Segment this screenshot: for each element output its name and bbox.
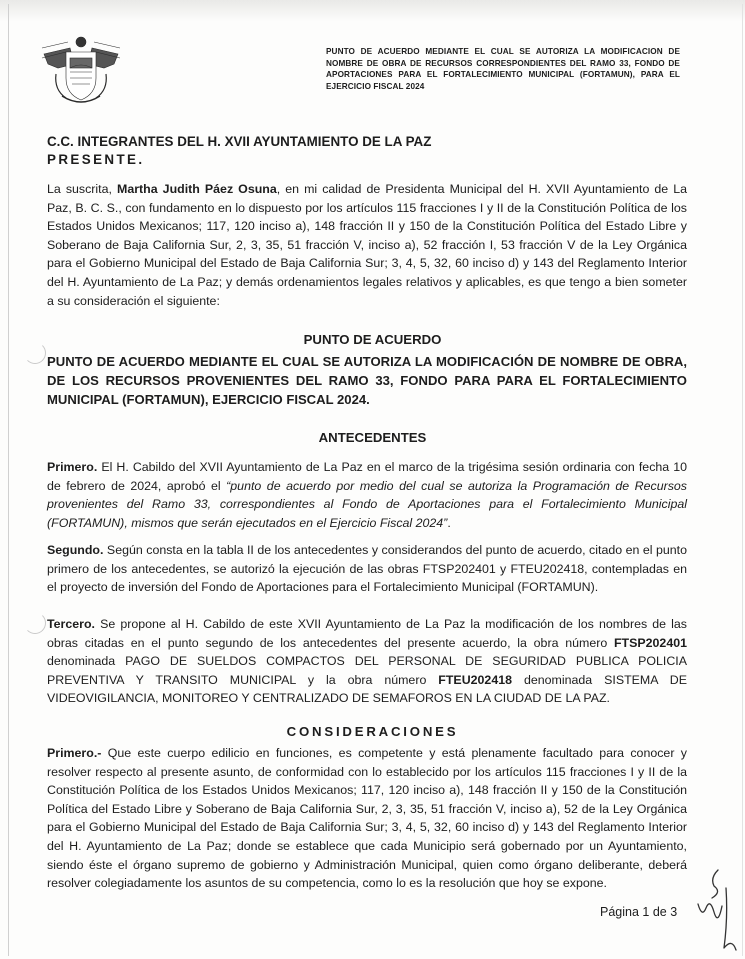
presente-line: PRESENTE. (47, 152, 145, 167)
quoted-agreement: “punto de acuerdo por medio del cual se autoriza la Programación de Recursos provenientes del Ramo 33, correspondientes al Fondo de Aportaciones para el Fortalecimiento Municipal (FORTAMUN), mismos que serán ejecutados en el Ejercicio Fiscal 2024” (47, 478, 688, 530)
page-number: Página 1 de 3 (600, 905, 678, 919)
punto-heading: PUNTO DE ACUERDO (303, 332, 442, 347)
punch-hole-mark (24, 342, 46, 364)
antecedente-tercero: Tercero. Se propone al H. Cabildo de este XVII Ayuntamiento de La Paz la modificación de los nombres de las obras citadas en el punto segundo de los antecedentes del presente acuerdo, la obra número FTSP202401 denominada PAGO DE SUELDOS COMPACTOS DEL PERSONAL DE SEGURIDAD PUBLICA POLICIA PREVENTIVA Y TRANSITO MUNICIPAL y la obra número FTEU202418 denominada SISTEMA DE VIDEOVIGILANCIA, MONITOREO Y CENTRALIZADO DE SEMAFOROS EN LA CIUDAD DE LA PAZ. (47, 617, 687, 706)
antecedentes-heading: ANTECEDENTES (318, 430, 427, 445)
obra-code-1: FTSP202401 (613, 635, 687, 650)
punto-de-acuerdo-text: PUNTO DE ACUERDO MEDIANTE EL CUAL SE AUTORIZA LA MODIFICACIÓN DE NOMBRE DE OBRA, DE LOS RECURSOS PROVENIENTES DEL RAMO 33, FONDO PARA PARA EL FORTALECIMIENTO MUNICIPAL (FORTAMUN), EJERCICIO FISCAL 2024. (47, 354, 687, 407)
consideracion-primero: Primero.- Que este cuerpo edilicio en funciones, es competente y está plenamente facultado para conocer y resolver respecto al presente asunto, de conformidad con lo establecido por los artículos 115 fracciones I y II de la Constitución Política de los Estados Unidos Mexicanos; 117, 120 inciso a), 148 fracción II y 150 de la Constitución Política del Estado Libre y Soberano de Baja California Sur, 2, 3, 35, 51 fracción V, inciso a), 52 de la Ley Orgánica para el Gobierno Municipal del Estado de Baja California Sur; 3, 4, 5, 32, 60 inciso d) y 143 del Reglamento Interior del H. Ayuntamiento de La Paz; donde se establece que cada Municipio será gobernado por un Ayuntamiento, siendo éste el órgano supremo de gobierno y Administración Municipal, quien como órgano deliberante, deberá resolver colegiadamente los asuntos de su competencia, como lo es la resolución que hoy se expone. (47, 746, 687, 891)
consideraciones-heading: CONSIDERACIONES (286, 724, 459, 739)
signatory-name: Martha Judith Páez Osuna (117, 182, 277, 196)
coat-of-arms-icon (40, 34, 122, 110)
obra-code-2: FTEU202418 (438, 672, 512, 687)
antecedente-primero: Primero. El H. Cabildo del XVII Ayuntamiento de La Paz en el marco de la trigésima sesión ordinaria con fecha 10 de febrero de 2024, aprobó el “punto de acuerdo por medio del cual se autoriza la Programación de Recursos provenientes del Ramo 33, correspondientes al Fondo de Aportaciones para el Fortalecimiento Municipal (FORTAMUN), mismos que serán ejecutados en el Ejercicio Fiscal 2024”. (47, 460, 688, 530)
punch-hole-mark (24, 612, 46, 634)
document-header-title: PUNTO DE ACUERDO MEDIANTE EL CUAL SE AUTORIZA LA MODIFICACION DE NOMBRE DE OBRA DE RECURSOS CORRESPONDIENTES DEL RAMO 33, FONDO DE APORTACIONES PARA EL FORTALECIMIENTO MUNICIPAL (FORTAMUN), PARA EL EJERCICIO FISCAL 2024 (326, 47, 680, 91)
antecedente-segundo: Segundo. Según consta en la tabla II de los antecedentes y considerandos del punto de acuerdo, citado en el punto primero de los antecedentes, se autorizó la ejecución de las obras FTSP202401 y FTEU202418, contempladas en el proyecto de inversión del Fondo de Aportaciones para el Fortalecimiento Municipal (FORTAMUN). (47, 543, 687, 595)
handwritten-signature-icon (688, 868, 740, 952)
addressee-line: C.C. INTEGRANTES DEL H. XVII AYUNTAMIENTO DE LA PAZ (47, 134, 432, 149)
intro-paragraph: La suscrita, Martha Judith Páez Osuna, en mi calidad de Presidenta Municipal del H. XVII Ayuntamiento de La Paz, B. C. S., con fundamento en lo dispuesto por los artículos 115 fracciones I y II de la Constitución Política de los Estados Unidos Mexicanos; 117, 120 inciso a), 148 fracción II y 150 de la Constitución Política del Estado Libre y Soberano de Baja California Sur, 2, 3, 35, 51 fracción V, inciso a), 52 fracción I, 53 fracción V de la Ley Orgánica para el Gobierno Municipal del Estado de Baja California Sur; 3, 4, 5, 32, 60 inciso d) y 143 del Reglamento Interior del H. Ayuntamiento de La Paz; y demás ordenamientos legales relativos y aplicables, es que tengo a bien someter a su consideración el siguiente: (47, 182, 687, 308)
